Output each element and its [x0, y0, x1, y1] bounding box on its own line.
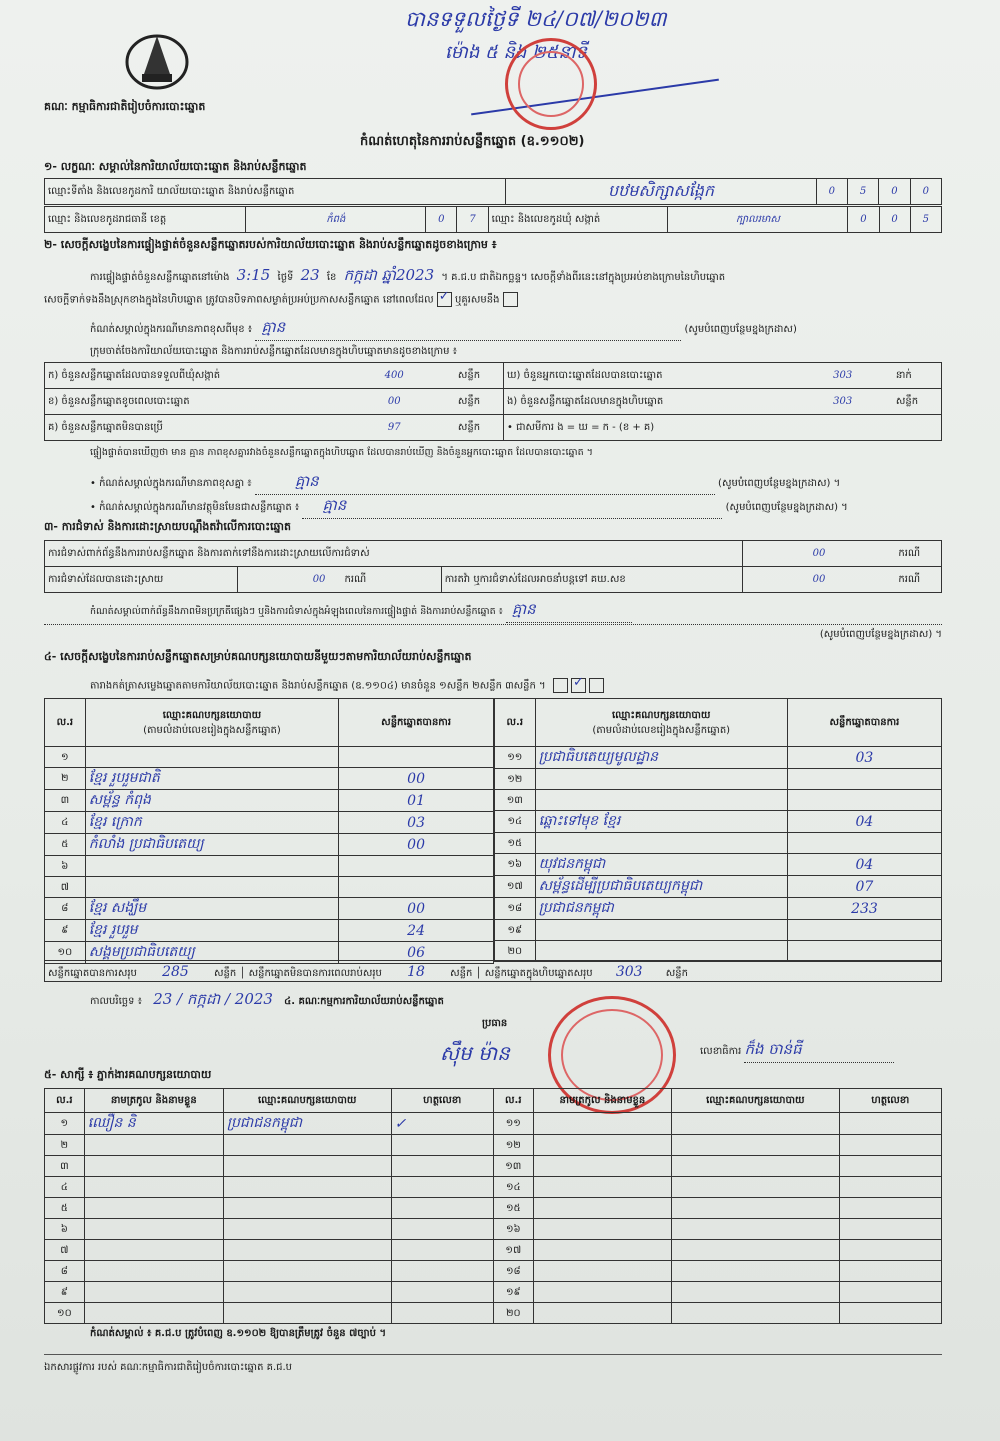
- table-row: [45, 1198, 942, 1219]
- col-party: ឈ្មោះគណបក្សនយោបាយ (តាមលំដាប់លេខរៀងក្នុងសន្លឹកឆ្នោត): [85, 699, 339, 747]
- cell-no: ៩: [45, 920, 86, 942]
- cell-party: [223, 1177, 391, 1198]
- cell-no: ៩: [45, 1282, 85, 1303]
- cell-sign[interactable]: [391, 1303, 493, 1324]
- cell-no: ១០: [45, 1303, 85, 1324]
- cell-name: [533, 1198, 671, 1219]
- cell-party: [535, 769, 787, 790]
- chair-signature: ស៊ឹម ម៉ាន: [440, 1041, 510, 1065]
- province-value: កំពង់: [246, 207, 426, 233]
- cell-party: [535, 941, 787, 962]
- cell-name: [84, 1135, 223, 1156]
- cell-name: [533, 1282, 671, 1303]
- cell-votes: [787, 769, 941, 790]
- secretary-line: លេខាធិការ ក៏ង ចាន់ធី: [700, 1040, 894, 1063]
- verification-month-year: កក្កដា ឆ្នាំ2023: [343, 266, 435, 284]
- cell-name: [84, 1240, 223, 1261]
- table-row: គ) ចំនួនសន្លឹកឆ្នោតមិនបានប្រើ 97 សន្លឹក • ជាសមីការ ង = ឃ = ក - (ខ + គ): [45, 415, 942, 441]
- province-code-digit: 7: [457, 207, 488, 233]
- cell-name: [533, 1303, 671, 1324]
- complaints-table: [44, 540, 942, 593]
- cell-votes: [787, 920, 941, 941]
- remark-value: គ្មាន: [255, 318, 681, 341]
- cell-no: ៦: [45, 856, 86, 877]
- cell-votes: 24: [339, 920, 494, 942]
- cell-party: [85, 747, 339, 768]
- cell-no: ៨: [45, 898, 86, 920]
- section3-title: ៣- ការជំទាស់ និងការដោះស្រាយបណ្តឹងតវ៉ាលើការបោះឆ្នោត: [44, 520, 291, 533]
- cell-party: ខ្មែរ រួបរួមជាតិ: [85, 768, 339, 790]
- votes-table-right: [494, 698, 942, 962]
- date-value: 23 / កក្កដា / 2023: [153, 990, 273, 1008]
- cell-sign[interactable]: [391, 1198, 493, 1219]
- cell-sign[interactable]: [839, 1240, 941, 1261]
- table-row: [495, 854, 942, 876]
- handwritten-time: ម៉ោង ៥ និង ២៥នាទី: [445, 42, 587, 63]
- cell-votes: 04: [787, 854, 941, 876]
- cell-votes: 03: [787, 747, 941, 769]
- table-row: [45, 834, 494, 856]
- location-label: ឈ្មោះទីតាំង និងលេខកូដការិ យាល័យបោះឆ្នោត និងរាប់សន្លឹកឆ្នោត: [45, 179, 506, 205]
- cell-party: [223, 1303, 391, 1324]
- cell-party: [85, 877, 339, 898]
- cell-name: [84, 1156, 223, 1177]
- table-row: [45, 790, 494, 812]
- commune-code-digit: 0: [848, 207, 879, 233]
- cell-no: ៣: [45, 1156, 85, 1177]
- cell-party: យុវជនកម្ពុជា: [535, 854, 787, 876]
- cell-party: សម្ព័ន្ធ កំពុង: [85, 790, 339, 812]
- cell-no: ៤: [45, 812, 86, 834]
- location-code-digit: 0: [816, 179, 847, 205]
- cell-name: [533, 1113, 671, 1135]
- cell-no: ៤: [45, 1177, 85, 1198]
- cell-party: [672, 1240, 839, 1261]
- ballot-summary-intro: ក្រុមចាត់ចែងការិយាល័យបោះឆ្នោត និងការរាប់សន្លឹកឆ្នោតដែលមានក្នុងហិបឆ្នោតមានដូចខាងក្រោម ៖: [90, 346, 458, 357]
- date-line: កាលបរិច្ឆេទ ៖ 23 / កក្កដា / 2023 ៤. គណៈកម្មការការិយាល័យរាប់សន្លឹកឆ្នោត: [90, 990, 444, 1008]
- cell-party: [223, 1135, 391, 1156]
- table-row: [495, 941, 942, 962]
- cell-party: [223, 1282, 391, 1303]
- cell-party: [223, 1198, 391, 1219]
- cell-votes: 00: [339, 898, 494, 920]
- cell-no: ១៨: [493, 1261, 533, 1282]
- cell-sign[interactable]: [391, 1219, 493, 1240]
- witness-table: ល.រ នាមត្រកូល និងនាមខ្លួន ឈ្មោះគណបក្សនយោបាយ ហត្ថលេខា ល.រ នាមត្រកូល និងនាមខ្លួន ឈ្មោះគណបក្សនយោបាយ ហត្ថលេខា ១ ឈឿន និ ប្រជាជនកម្ពុជា ✓ ១១ ២ ១២ ៣ ១៣ ៤ ១៤ ៥ ១៥ ៦ ១៦ ៧ ១៧ ៨ ១៨ ៩ ១៩ ១០ ២០: [44, 1088, 942, 1324]
- table-row: [45, 812, 494, 834]
- cell-party: [672, 1198, 839, 1219]
- cell-no: ៥: [45, 834, 86, 856]
- table-row: ការជំទាស់ដែលបានដោះស្រាយ 00 ករណី ការតវ៉ា ឬការជំទាស់ដែលអាចនាំបន្តទៅ គឃ.សខ 00 ករណី: [45, 567, 942, 593]
- table-row: [45, 856, 494, 877]
- cell-no: ១៤: [493, 1177, 533, 1198]
- official-stamp-top: [505, 38, 597, 130]
- cell-name: [84, 1219, 223, 1240]
- cell-votes: 00: [339, 834, 494, 856]
- location-code-digit: 0: [910, 179, 941, 205]
- province-label: ឈ្មោះ និងលេខកូដរាជធានី ខេត្ត: [45, 207, 246, 233]
- cell-party: ខ្មែរ សង្ឃឹម: [85, 898, 339, 920]
- remark-line: កំណត់សម្គាល់ក្នុងករណីមានភាពខុសពីមុខ ៖ គ្មាន (សូមបំពេញបន្ថែមខ្នងក្រដាស): [90, 318, 940, 341]
- cell-votes: [339, 856, 494, 877]
- table-row: [45, 1156, 942, 1177]
- cell-no: ១៥: [495, 833, 536, 854]
- section4-subtitle: តារាងកត់ត្រាសម្លេងឆ្នោតតាមការិយាល័យបោះឆ្នោត និងរាប់សន្លឹកឆ្នោត (ឧ.១១០៤) មានចំនួន ១សន្លឹក ២សន្លឹក ៣សន្លឹក ។ ✓: [90, 678, 604, 694]
- total-valid: 285: [162, 964, 189, 980]
- footer-divider: [44, 1354, 942, 1355]
- cell-name: [84, 1303, 223, 1324]
- location-code-digit: 5: [847, 179, 878, 205]
- table-row: [495, 811, 942, 833]
- secretary-name: ក៏ង ចាន់ធី: [744, 1040, 894, 1063]
- bullet2-line: • កំណត់សម្គាល់ក្នុងករណីមានវត្ថុមិនមែនជាសន្លឹកឆ្នោត ៖ គ្មាន (សូមបំពេញបន្ថែមខ្នងក្រដាស) ។: [90, 496, 940, 519]
- cell-party: [672, 1261, 839, 1282]
- committee-name: គណៈ កម្មាធិការជាតិរៀបចំការបោះឆ្នោត: [44, 100, 206, 113]
- cell-votes: [787, 941, 941, 962]
- cell-name: [533, 1240, 671, 1261]
- cell-no: ១៨: [495, 898, 536, 920]
- cell-sign[interactable]: [839, 1113, 941, 1135]
- cell-sign[interactable]: [391, 1177, 493, 1198]
- cell-no: ១: [45, 1113, 85, 1135]
- cell-no: ១១: [493, 1113, 533, 1135]
- cell-sign[interactable]: [839, 1135, 941, 1156]
- checkbox[interactable]: [589, 678, 604, 693]
- cell-votes: 01: [339, 790, 494, 812]
- chair-label: ប្រធាន: [482, 1018, 508, 1029]
- commune-code-digit: 0: [879, 207, 910, 233]
- cell-no: ១៣: [495, 790, 536, 811]
- cell-no: ៥: [45, 1198, 85, 1219]
- table-row: [495, 790, 942, 811]
- table-row: [45, 747, 494, 768]
- cell-name: [84, 1177, 223, 1198]
- cell-sign[interactable]: [391, 1240, 493, 1261]
- section3-remark-line: កំណត់សម្គាល់ពាក់ព័ន្ធនឹងភាពមិនប្រក្រតីផ្សេងៗ ឬនិងការជំទាស់ក្នុងអំឡុងពេលនៃការផ្ទៀងផ្ទាត់ និងការរាប់សន្លឹកឆ្នោត ៖ គ្មាន: [90, 600, 940, 623]
- cell-party: [672, 1177, 839, 1198]
- cell-sign[interactable]: [839, 1261, 941, 1282]
- cell-party: កំលាំង ប្រជាធិបតេយ្យ: [85, 834, 339, 856]
- form-title: កំណត់ហេតុនៃការរាប់សន្លឹកឆ្នោត (ឧ.១១០២): [360, 134, 585, 149]
- verification-day: 23: [300, 266, 320, 284]
- cell-name: [533, 1261, 671, 1282]
- section1-title: ១- លក្ខណៈ សម្គាល់នៃការិយាល័យបោះឆ្នោត និងរាប់សន្លឹកឆ្នោត: [44, 160, 307, 173]
- section4-title: ៤- សេចក្តីសង្ខេបនៃការរាប់សន្លឹកឆ្នោតសម្រាប់គណបក្សនយោបាយនីមួយៗតាមការិយាល័យរាប់សន្លឹកឆ្នោត: [44, 650, 472, 663]
- col-votes: សន្លឹកឆ្នោតបានការ: [339, 699, 494, 747]
- cell-no: ២: [45, 768, 86, 790]
- cell-party: [672, 1219, 839, 1240]
- cell-party: [672, 1303, 839, 1324]
- col-votes: សន្លឹកឆ្នោតបានការ: [787, 699, 941, 747]
- cell-votes: 00: [339, 768, 494, 790]
- col-no: ល.រ: [495, 699, 536, 747]
- cell-no: ១៩: [495, 920, 536, 941]
- bullet1-line: • កំណត់សម្គាល់ក្នុងករណីមានភាពខុសគ្នា ៖ គ្មាន (សូមបំពេញបន្ថែមខ្នងក្រដាស) ។: [90, 472, 940, 495]
- cell-party: [535, 790, 787, 811]
- table-row: [45, 1135, 942, 1156]
- cell-no: ៧: [45, 877, 86, 898]
- cell-no: ៣: [45, 790, 86, 812]
- cell-sign[interactable]: [391, 1135, 493, 1156]
- table-row: [45, 877, 494, 898]
- table-row: [45, 920, 494, 942]
- cell-no: ១៤: [495, 811, 536, 833]
- checkbox-checked[interactable]: ✓: [437, 292, 452, 307]
- cell-party: [223, 1240, 391, 1261]
- cell-party: [672, 1135, 839, 1156]
- cell-votes: 07: [787, 876, 941, 898]
- cell-no: ១៧: [495, 876, 536, 898]
- cell-name: [84, 1261, 223, 1282]
- cell-no: ១០: [45, 942, 86, 964]
- cell-party: [535, 833, 787, 854]
- province-table: [44, 206, 942, 233]
- cell-votes: 04: [787, 811, 941, 833]
- table-row: [495, 833, 942, 854]
- col-party: ឈ្មោះគណបក្សនយោបាយ (តាមលំដាប់លេខរៀងក្នុងសន្លឹកឆ្នោត): [535, 699, 787, 747]
- table-row: ខ) ចំនួនសន្លឹកឆ្នោតខូចពេលបោះឆ្នោត 00 សន្លឹក ង) ចំនួនសន្លឹកឆ្នោតដែលមានក្នុងហិបឆ្នោត 303 សន្លឹក: [45, 389, 942, 415]
- cell-votes: 03: [339, 812, 494, 834]
- cell-party: សម្ព័ន្ធដើម្បីប្រជាធិបតេយ្យកម្ពុជា: [535, 876, 787, 898]
- footer-text: ឯកសារផ្លូវការ របស់ គណៈកម្មាធិការជាតិរៀបចំការបោះឆ្នោត គ.ជ.ប: [44, 1362, 292, 1373]
- table-row: [495, 920, 942, 941]
- table-row: ក) ចំនួនសន្លឹកឆ្នោតដែលបានទទួលពីឃុំសង្កាត់ 400 សន្លឹក ឃ) ចំនួនអ្នកបោះឆ្នោតដែលបានបោះឆ្នោត 303 នាក់: [45, 363, 942, 389]
- section5-title: ៥- សាក្សី ៖ ភ្នាក់ងារគណបក្សនយោបាយ: [44, 1068, 212, 1081]
- cell-party: [672, 1156, 839, 1177]
- cell-party: [223, 1156, 391, 1177]
- table-row: [45, 1303, 942, 1324]
- cell-sign[interactable]: [839, 1177, 941, 1198]
- verification-time: 3:15: [236, 266, 271, 284]
- table-row: [45, 1113, 942, 1135]
- commune-code-digit: 5: [910, 207, 941, 233]
- commune-value: ក្បាលរមាស: [668, 207, 848, 233]
- table-row: [45, 1282, 942, 1303]
- cell-no: ១២: [495, 769, 536, 790]
- cell-no: ៧: [45, 1240, 85, 1261]
- col-no: ល.រ: [45, 699, 86, 747]
- ballot-summary-table: [44, 362, 942, 441]
- cell-no: ១៦: [495, 854, 536, 876]
- footnote: កំណត់សម្គាល់ ៖ គ.ជ.ប ត្រូវបំពេញ ឧ.១១០២ ឱ្យបានត្រឹមត្រូវ ចំនួន ៧ច្បាប់ ។: [90, 1328, 387, 1339]
- cell-sign[interactable]: [839, 1219, 941, 1240]
- cell-sign[interactable]: [391, 1156, 493, 1177]
- cell-no: ២០: [495, 941, 536, 962]
- handwritten-receipt: បានទទួលថ្ងៃទី ២៤/០៧/២០២៣: [405, 7, 667, 31]
- section3-remark-value: គ្មាន: [506, 600, 632, 623]
- totals-row: សន្លឹកឆ្នោតបានការសរុប 285 សន្លឹក │ សន្លឹកឆ្នោតមិនបានការពេលរាប់សរុប 18 សន្លឹក │ សន្លឹកឆ្នោតក្នុងហិបឆ្នោតសរុប 303 សន្លឹក: [44, 960, 942, 982]
- cell-party: [535, 920, 787, 941]
- checkbox[interactable]: [553, 678, 568, 693]
- cell-sign[interactable]: [391, 1282, 493, 1303]
- table-row: [45, 898, 494, 920]
- cell-no: ៦: [45, 1219, 85, 1240]
- cell-party: ប្រជាជនកម្ពុជា: [535, 898, 787, 920]
- verification-line: ការផ្ទៀងផ្ទាត់ចំនួនសន្លឹកឆ្នោតនៅម៉ោង 3:15 ថ្ងៃទី 23 ខែ កក្កដា ឆ្នាំ2023 ។ គ.ជ.ប ជាតិឯកច្ឆន្ទ។ សេចក្តីទាំងពីរនេះនៅក្នុងប្រអប់ខាងក្រោមនៃហិបឆ្នោត: [90, 266, 726, 284]
- province-code-digit: 0: [426, 207, 457, 233]
- cell-votes: [787, 790, 941, 811]
- cell-party: [223, 1261, 391, 1282]
- bullet1-value: គ្មាន: [255, 472, 715, 495]
- cell-party: ខ្មែរ រួបរួម: [85, 920, 339, 942]
- cell-party: [223, 1219, 391, 1240]
- table-row: [495, 898, 942, 920]
- cell-party: [672, 1282, 839, 1303]
- table-row: [45, 768, 494, 790]
- cell-party: [85, 856, 339, 877]
- table-row: [45, 1177, 942, 1198]
- cell-name: [533, 1219, 671, 1240]
- location-code-digit: 0: [879, 179, 910, 205]
- cell-no: ១៥: [493, 1198, 533, 1219]
- cell-votes: [787, 833, 941, 854]
- cell-sign[interactable]: [839, 1282, 941, 1303]
- commune-label: ឈ្មោះ និងលេខកូដឃុំ សង្កាត់: [488, 207, 668, 233]
- cell-name: [533, 1177, 671, 1198]
- cell-no: ១: [45, 747, 86, 768]
- votes-table-left: [44, 698, 494, 964]
- cell-no: ១៦: [493, 1219, 533, 1240]
- table-row: [495, 876, 942, 898]
- cell-party: ប្រជាធិបតេយ្យមូលដ្ឋាន: [535, 747, 787, 769]
- table-row: ការជំទាស់ពាក់ព័ន្ធនឹងការរាប់សន្លឹកឆ្នោត និងការតាក់ទៅនឹងការដោះស្រាយលើការជំទាស់ 00 ករណី: [45, 541, 942, 567]
- cell-no: ៨: [45, 1261, 85, 1282]
- cell-sign[interactable]: [839, 1156, 941, 1177]
- table-row: [45, 1261, 942, 1282]
- location-value: បឋមសិក្សាសង្កែក: [506, 179, 816, 205]
- cell-no: ១៣: [493, 1156, 533, 1177]
- verification-line-2: សេចក្តីទាក់ទងនឹងស្រុកខាងក្នុងនៃហិបឆ្នោត ត្រូវបានបិទភាពសម្ងាត់ប្រអប់ប្រកាសសន្លឹកឆ្នោត នៅពេលដែល ✓ ឬគួរសមនឹង: [44, 292, 518, 308]
- cell-no: ២០: [493, 1303, 533, 1324]
- discrepancy-check-line: ផ្ទៀងផ្ទាត់បានឃើញថា មាន គ្មាន ភាពខុសគ្នារវាងចំនួនសន្លឹកឆ្នោតក្នុងហិបឆ្នោត ដែលបានរាប់ឃើញ និងចំនួនអ្នកបោះឆ្នោត ដែលបានបោះឆ្នោត ។: [90, 447, 593, 458]
- cell-party: ប្រជាជនកម្ពុជា: [223, 1113, 391, 1135]
- checkbox[interactable]: [503, 292, 518, 307]
- cell-name: ឈឿន និ: [84, 1113, 223, 1135]
- cell-sign[interactable]: [391, 1261, 493, 1282]
- cell-votes: 06: [339, 942, 494, 964]
- cell-no: ១៩: [493, 1282, 533, 1303]
- nec-logo-icon: [122, 26, 192, 92]
- cell-no: ២: [45, 1135, 85, 1156]
- cell-name: [533, 1156, 671, 1177]
- table-row: [45, 1240, 942, 1261]
- cell-party: ឆ្ពោះទៅមុខ ខ្មែរ: [535, 811, 787, 833]
- cell-name: [84, 1198, 223, 1219]
- total-ballots: 303: [615, 964, 643, 980]
- table-row: [495, 769, 942, 790]
- cell-no: ១១: [495, 747, 536, 769]
- bullet2-value: គ្មាន: [302, 496, 722, 519]
- cell-sign[interactable]: [839, 1198, 941, 1219]
- cell-votes: 233: [787, 898, 941, 920]
- section2-title: ២- សេចក្តីសង្ខេបនៃការផ្ទៀងផ្ទាត់ចំនួនសន្លឹកឆ្នោតរបស់ការិយាល័យបោះឆ្នោត និងរាប់សន្លឹកឆ្នោតដូចខាងក្រោម ៖: [44, 238, 497, 251]
- section3-note: (សូមបំពេញបន្ថែមខ្នងក្រដាស) ។: [44, 624, 942, 642]
- cell-sign[interactable]: [839, 1303, 941, 1324]
- cell-party: សង្គមប្រជាធិបតេយ្យ: [85, 942, 339, 964]
- total-invalid: 18: [407, 964, 425, 980]
- table-row: [495, 747, 942, 769]
- cell-party: ខ្មែរ ក្រោក: [85, 812, 339, 834]
- location-table: [44, 178, 942, 205]
- cell-name: [84, 1282, 223, 1303]
- cell-no: ១២: [493, 1135, 533, 1156]
- cell-no: ១៧: [493, 1240, 533, 1261]
- table-row: [45, 1219, 942, 1240]
- cell-party: [672, 1113, 839, 1135]
- cell-sign[interactable]: ✓: [391, 1113, 493, 1135]
- cell-votes: [339, 747, 494, 768]
- checkbox-checked[interactable]: ✓: [571, 678, 586, 693]
- cell-name: [533, 1135, 671, 1156]
- cell-votes: [339, 877, 494, 898]
